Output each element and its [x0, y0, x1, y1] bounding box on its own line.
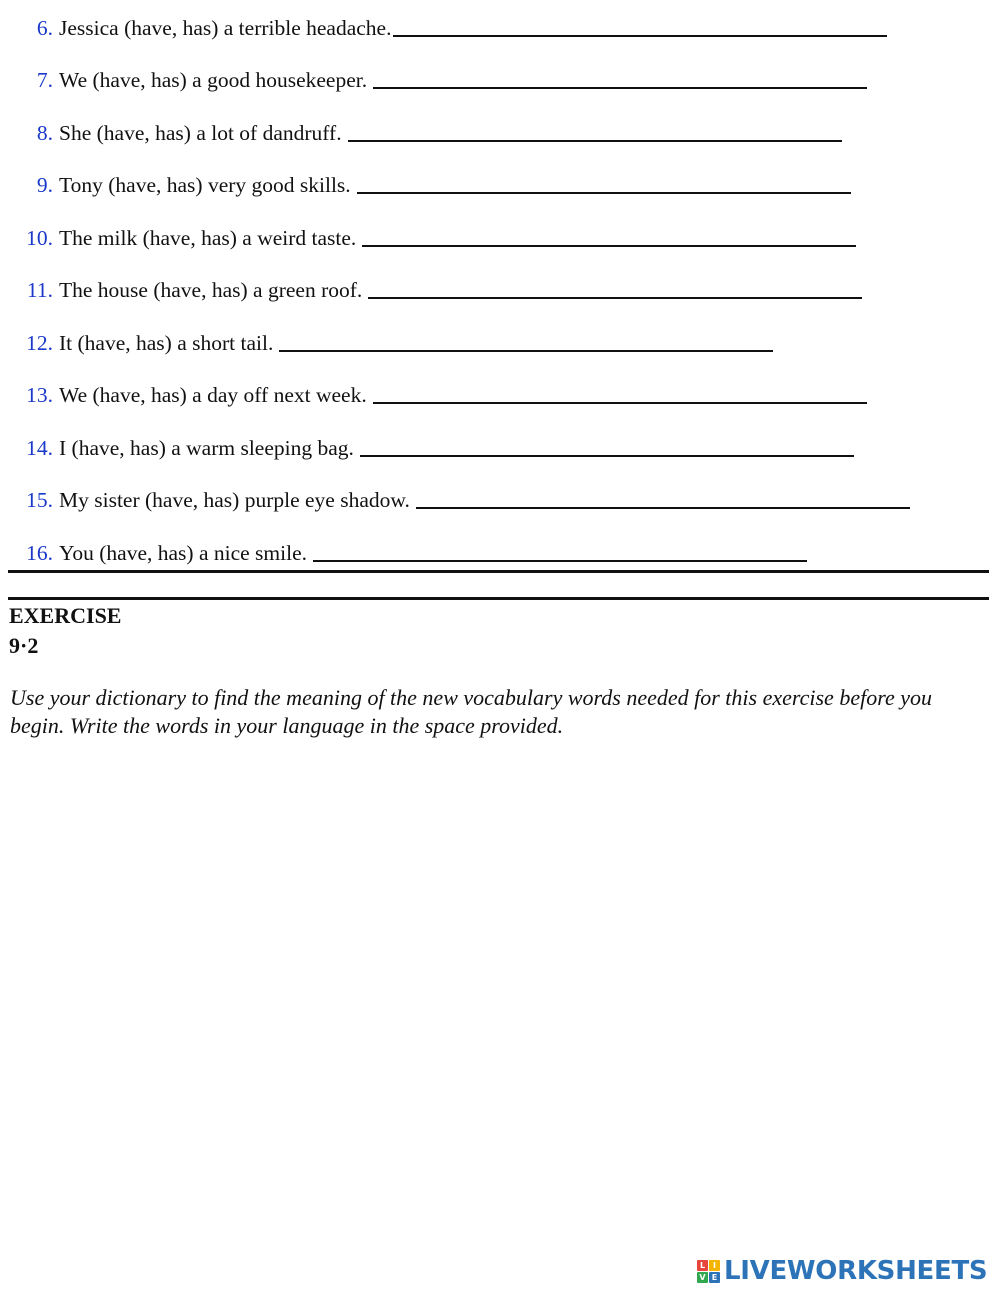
- exercise-item: [0, 535, 807, 565]
- item-number: 16.: [26, 541, 53, 565]
- item-text: The house (have, has) a green roof.: [59, 278, 363, 302]
- exercise-item: [0, 115, 842, 145]
- exercise-label: EXERCISE: [9, 603, 122, 628]
- answer-blank[interactable]: [313, 560, 807, 562]
- logo-letter-block: E: [709, 1272, 720, 1283]
- exercise-item: [0, 325, 773, 355]
- section-divider: [8, 597, 989, 600]
- exercise-instructions: Use your dictionary to find the meaning of the new vocabulary words needed for this exercise before you begin. Write the words in your language in the space provided.: [10, 685, 932, 738]
- answer-blank[interactable]: [357, 192, 851, 194]
- item-number: 6.: [36, 16, 53, 40]
- exercise-item: [0, 167, 851, 197]
- answer-blank[interactable]: [279, 350, 773, 352]
- item-number: 10.: [26, 226, 53, 250]
- item-text: I (have, has) a warm sleeping bag.: [59, 436, 354, 460]
- item-number: 11.: [26, 278, 53, 302]
- answer-blank[interactable]: [416, 507, 910, 509]
- answer-blank[interactable]: [348, 140, 842, 142]
- item-number: 15.: [26, 488, 53, 512]
- answer-blank[interactable]: [368, 297, 862, 299]
- answer-blank[interactable]: [393, 35, 887, 37]
- logo-text: LIVEWORKSHEETS: [724, 1256, 988, 1286]
- exercise-item: [0, 62, 867, 92]
- item-number: 9.: [36, 173, 53, 197]
- item-number: 14.: [26, 436, 53, 460]
- answer-blank[interactable]: [362, 245, 856, 247]
- exercise-item: [0, 220, 856, 250]
- logo-letter-block: V: [697, 1272, 708, 1283]
- logo-letter-block: I: [709, 1260, 720, 1271]
- item-text: We (have, has) a good housekeeper.: [59, 68, 368, 92]
- item-text: We (have, has) a day off next week.: [59, 383, 367, 407]
- item-text: The milk (have, has) a weird taste.: [59, 226, 357, 250]
- answer-blank[interactable]: [373, 87, 867, 89]
- exercise-item: [0, 10, 887, 40]
- item-text: Tony (have, has) very good skills.: [59, 173, 351, 197]
- exercise-item: [0, 482, 910, 512]
- section-divider: [8, 570, 989, 573]
- item-text: Jessica (have, has) a terrible headache.: [59, 16, 392, 40]
- item-number: 13.: [26, 383, 53, 407]
- item-number: 7.: [36, 68, 53, 92]
- item-number: 8.: [36, 121, 53, 145]
- answer-blank[interactable]: [373, 402, 867, 404]
- item-text: She (have, has) a lot of dandruff.: [59, 121, 342, 145]
- logo-blocks-icon: [697, 1260, 720, 1283]
- answer-blank[interactable]: [360, 455, 854, 457]
- exercise-number: 9·2: [9, 633, 39, 658]
- item-number: 12.: [26, 331, 53, 355]
- exercise-item: [0, 430, 854, 460]
- item-text: My sister (have, has) purple eye shadow.: [59, 488, 410, 512]
- exercise-item: [0, 377, 867, 407]
- item-text: You (have, has) a nice smile.: [59, 541, 307, 565]
- exercise-item: [0, 272, 862, 302]
- logo-letter-block: L: [697, 1260, 708, 1271]
- liveworksheets-logo: [697, 1255, 987, 1287]
- item-text: It (have, has) a short tail.: [59, 331, 274, 355]
